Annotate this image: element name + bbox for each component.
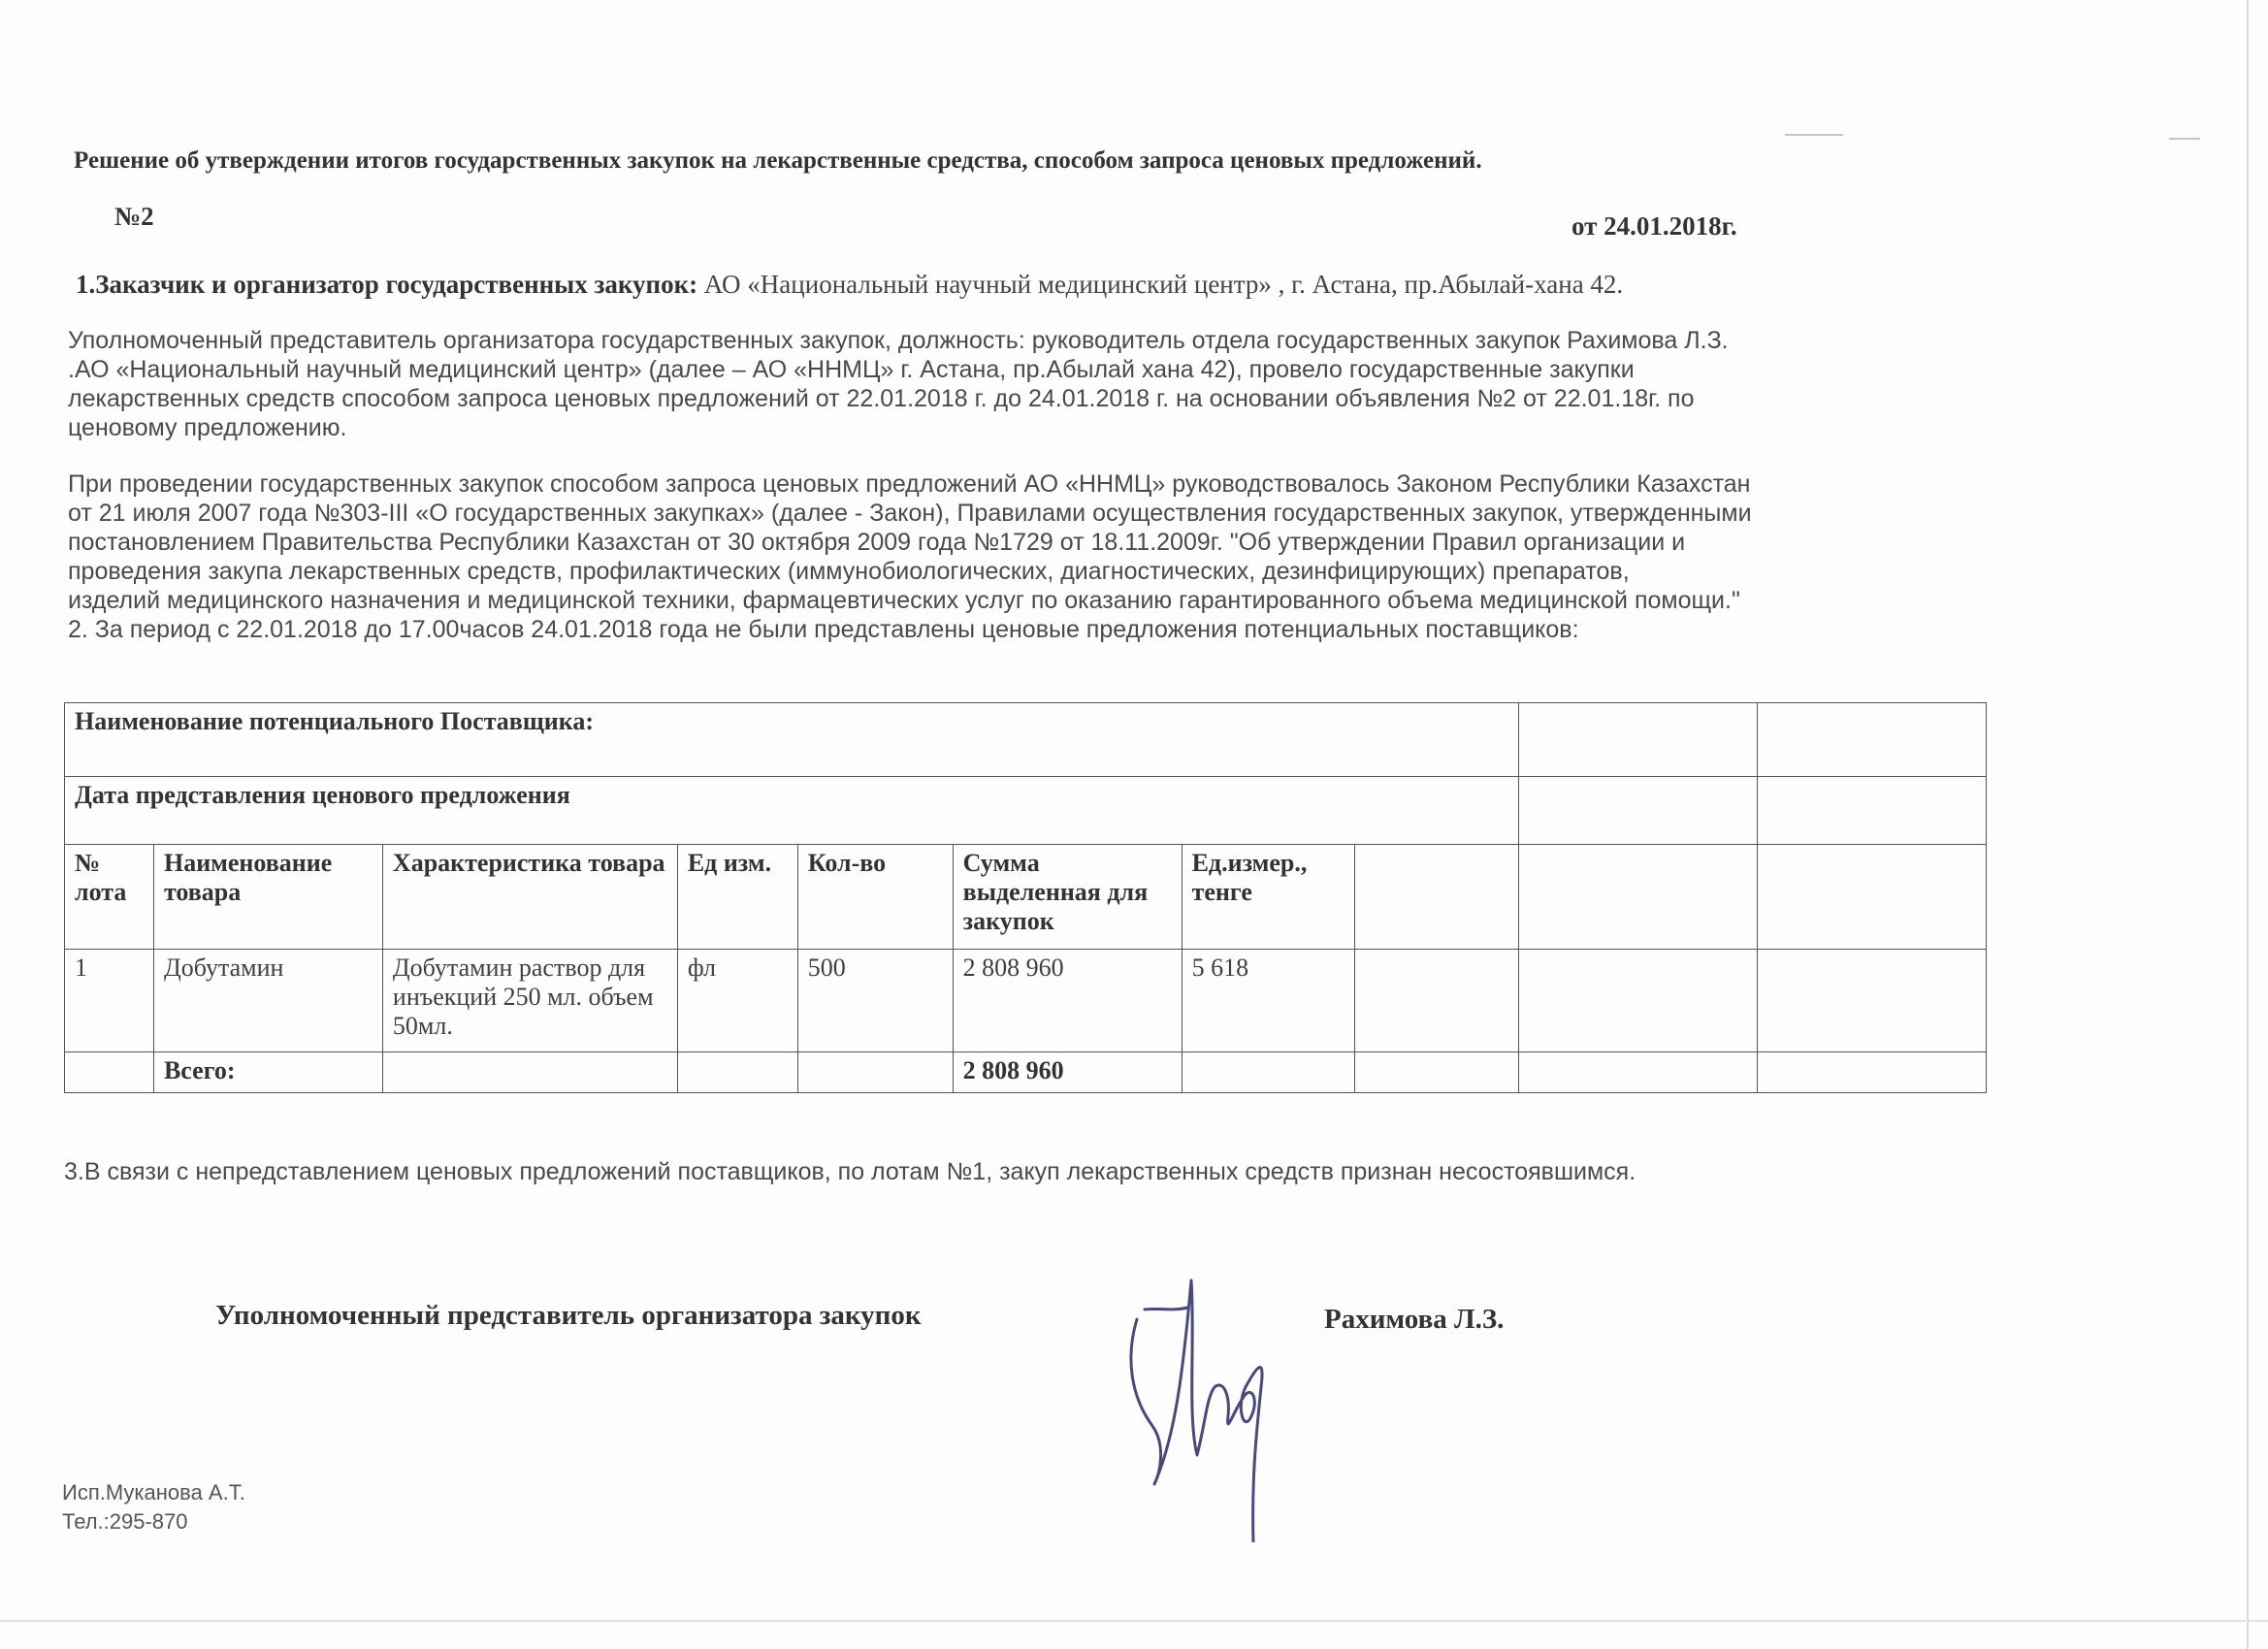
empty-cell — [1519, 845, 1758, 950]
paragraph-line: изделий медицинского назначения и медицинской техники, фармацевтических услуг по оказанию гарантированного объема медицинской помощи." — [68, 587, 1740, 614]
paragraph-line: лекарственных средств способом запроса ценовых предложений от 22.01.2018 г. до 24.01.2018 г. на основании объявления №2 от 22.01.18г. по — [68, 385, 1695, 412]
empty-cell — [65, 1052, 154, 1093]
empty-cell — [1758, 703, 1987, 777]
header-spec: Характеристика товара — [382, 845, 677, 950]
empty-cell — [1519, 777, 1758, 845]
total-label: Всего: — [153, 1052, 382, 1093]
empty-cell — [1354, 1052, 1519, 1093]
paragraph-line: Уполномоченный представитель организатора государственных закупок, должность: руководитель отдела государственных закупок Рахимова Л.З. — [68, 327, 1729, 354]
empty-cell — [1758, 1052, 1987, 1093]
cell-unit: фл — [677, 950, 797, 1052]
header-unit: Ед изм. — [677, 845, 797, 950]
paragraph-representative — [68, 326, 1729, 442]
document-title: Решение об утверждении итогов государственных закупок на лекарственные средства, способом запроса ценовых предложений. — [74, 147, 1482, 174]
document-number: №2 — [114, 202, 154, 231]
cell-lot: 1 — [65, 950, 154, 1052]
header-lot: № лота — [65, 845, 154, 950]
empty-cell — [1758, 950, 1987, 1052]
paragraph-line: При проведении государственных закупок способом запроса ценовых предложений АО «ННМЦ» руководствовалось Законом Республики Казахстан — [68, 470, 1751, 498]
empty-cell — [1758, 777, 1987, 845]
paragraph-line: 2. За период с 22.01.2018 до 17.00часов 24.01.2018 года не были представлены ценовые предложения потенциальных поставщиков: — [68, 616, 1579, 643]
header-price: Ед.измер., тенге — [1182, 845, 1354, 950]
supplier-row — [65, 703, 1987, 777]
total-sum: 2 808 960 — [953, 1052, 1182, 1093]
header-row — [65, 845, 1987, 950]
total-row — [65, 1052, 1987, 1093]
bids-table — [64, 702, 1987, 1093]
empty-cell — [677, 1052, 797, 1093]
header-name: Наименование товара — [153, 845, 382, 950]
empty-cell — [1182, 1052, 1354, 1093]
cell-spec: Добутамин раствор для инъекций 250 мл. объем 50мл. — [382, 950, 677, 1052]
paragraph-line: от 21 июля 2007 года №303-III «О государственных закупках» (далее - Закон), Правилами осуществления государственных закупок, утвержденными — [68, 500, 1752, 527]
empty-cell — [1519, 1052, 1758, 1093]
scan-edge-bottom — [0, 1620, 2268, 1622]
executor-phone: Тел.:295-870 — [62, 1509, 188, 1534]
paragraph-legal-basis — [68, 469, 1752, 644]
section-customer — [76, 270, 1623, 300]
section-result: 3.В связи с непредставлением ценовых предложений поставщиков, по лотам №1, закуп лекарственных средств признан несостоявшимся. — [64, 1158, 1636, 1185]
empty-cell — [797, 1052, 953, 1093]
cell-sum: 2 808 960 — [953, 950, 1182, 1052]
cell-price: 5 618 — [1182, 950, 1354, 1052]
section-customer-label: 1.Заказчик и организатор государственных закупок: — [76, 270, 698, 299]
empty-cell — [1354, 950, 1519, 1052]
signature-name: Рахимова Л.З. — [1324, 1304, 1505, 1335]
empty-cell — [1354, 845, 1519, 950]
section-customer-value: АО «Национальный научный медицинский центр» , г. Астана, пр.Абылай-хана 42. — [697, 270, 1624, 299]
document-date: от 24.01.2018г. — [1571, 211, 1737, 241]
date-label-cell: Дата представления ценового предложения — [65, 777, 1519, 845]
paragraph-line: постановлением Правительства Республики Казахстан от 30 октября 2009 года №1729 от 18.11.2009г. "Об утверждении Правил организации и — [68, 529, 1686, 556]
supplier-label-cell: Наименование потенциального Поставщика: — [65, 703, 1519, 777]
header-qty: Кол-во — [797, 845, 953, 950]
paragraph-line: ценовому предложению. — [68, 414, 347, 441]
cell-name: Добутамин — [153, 950, 382, 1052]
empty-cell — [1758, 845, 1987, 950]
signature-role: Уполномоченный представитель организатора закупок — [215, 1300, 922, 1331]
empty-cell — [1519, 703, 1758, 777]
scan-speck — [1785, 134, 1843, 136]
cell-qty: 500 — [797, 950, 953, 1052]
paragraph-line: проведения закупа лекарственных средств, профилактических (иммунобиологических, диагностических, дезинфицирующих) препаратов, — [68, 558, 1630, 585]
executor-info — [62, 1478, 245, 1536]
handwritten-signature — [1116, 1251, 1290, 1542]
header-sum: Сумма выделенная для закупок — [953, 845, 1182, 950]
paragraph-line: .АО «Национальный научный медицинский центр» (далее – АО «ННМЦ» г. Астана, пр.Абылай хана 42), провело государственные закупки — [68, 356, 1635, 383]
table-row — [65, 950, 1987, 1052]
date-row — [65, 777, 1987, 845]
scan-edge-right — [2247, 0, 2249, 1649]
scan-speck — [2169, 138, 2200, 140]
empty-cell — [382, 1052, 677, 1093]
empty-cell — [1519, 950, 1758, 1052]
executor-name: Исп.Муканова А.Т. — [62, 1480, 245, 1504]
